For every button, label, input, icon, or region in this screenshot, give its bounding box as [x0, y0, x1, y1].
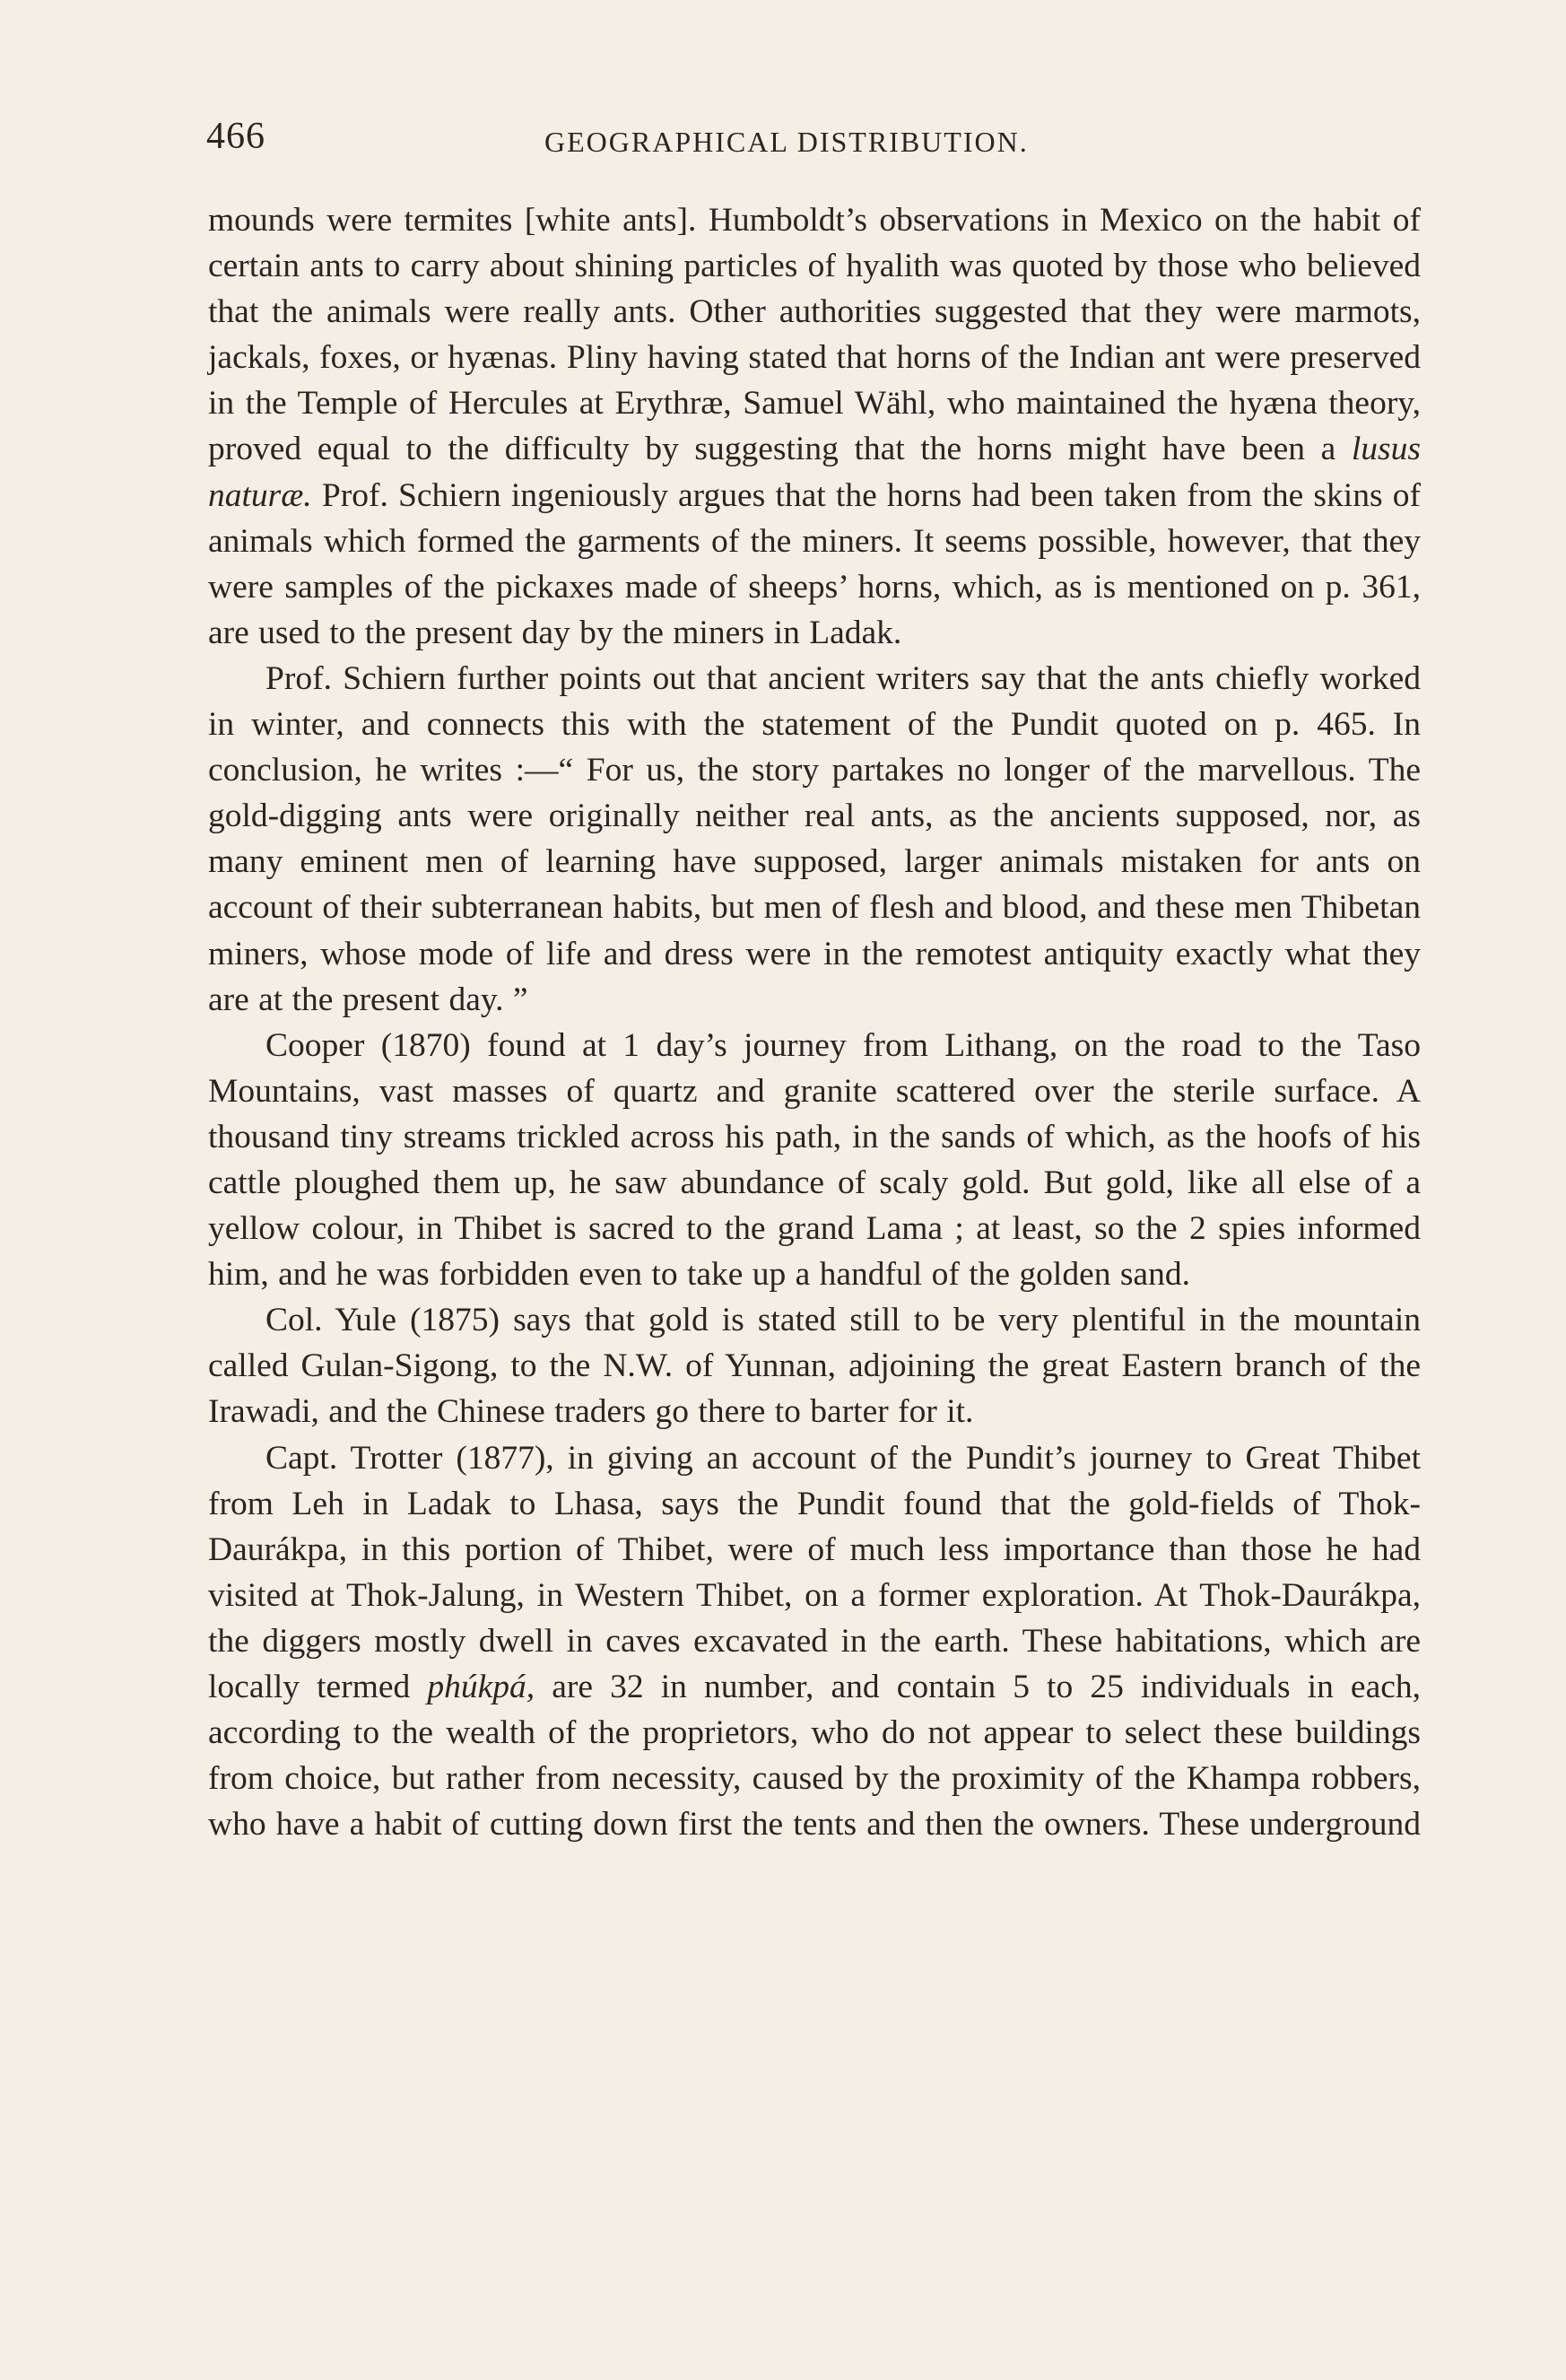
paragraph-trotter — [208, 1435, 1421, 1848]
paragraph-termites — [208, 197, 1421, 656]
italic-phrase: phúkpá, — [427, 1669, 535, 1705]
running-head: GEOGRAPHICAL DISTRIBUTION. — [544, 126, 1029, 158]
paragraph-text: are 32 in number, and contain 5 to 25 individuals in each, according to the wealth of the proprietors, who do not appear to select these buildings from choice, but rather from necessity, caused by the proximity of the Khampa robbers, who have a habit of cutting down first the tents and then the owners. These underground — [208, 1669, 1421, 1844]
paragraph-text: Prof. Schiern ingeniously argues that the horns had been taken from the skins of animals which formed the garments of the miners. It seems possible, however, that they were samples of the pickaxes made of sheeps’ horns, which, as is mentioned on p. 361, are used to the present day by the miners in Ladak. — [208, 476, 1421, 651]
body-text — [208, 197, 1421, 1847]
paragraph-text: Capt. Trotter (1877), in giving an account of the Pundit’s journey to Great Thibet from Leh in Ladak to Lhasa, says the Pundit found that the gold-fields of Thok-Daurákpa, in this portion of Thibet, were of much less importance than those he had visited at Thok-Jalung, in Western Thibet, on a former exploration. At Thok-Daurákpa, the diggers mostly dwell in caves excavated in the earth. These habitations, which are locally termed — [208, 1439, 1421, 1705]
page-number: 466 — [206, 116, 265, 157]
paragraph-text: Cooper (1870) found at 1 day’s journey from Lithang, on the road to the Taso Mountains, vast masses of quartz and granite scattered over the sterile surface. A thousand tiny streams trickled across his path, in the sands of which, as the hoofs of his cattle ploughed them up, he saw abundance of scaly gold. But gold, like all else of a yellow colour, in Thibet is sacred to the grand Lama ; at least, so the 2 spies informed him, and he was forbidden even to take up a handful of the golden sand. — [208, 1026, 1421, 1294]
paragraph-yule — [208, 1297, 1421, 1434]
paragraph-text: Col. Yule (1875) says that gold is stated still to be very plentiful in the mountain called Gulan-Sigong, to the N.W. of Yunnan, adjoining the great Eastern branch of the Irawadi, and the Chinese traders go there to barter for it. — [208, 1302, 1421, 1431]
paragraph-cooper — [208, 1023, 1421, 1298]
italic-phrase: lusus naturæ. — [208, 431, 1421, 514]
paragraph-text: mounds were termites [white ants]. Humboldt’s observations in Mexico on the habit of certain ants to carry about shining particles of hyalith was quoted by those who believed that the animals were really ants. Other authorities suggested that they were marmots, jackals, foxes, or hyænas. Pliny having stated that horns of the Indian ant were preserved in the Temple of Hercules at Erythræ, Samuel Wähl, who maintained the hyæna theory, proved equal to the difficulty by suggesting that the horns might have been a — [208, 202, 1421, 468]
paragraph-text: Prof. Schiern further points out that ancient writers say that the ants chiefly worked in winter, and connects this with the statement of the Pundit quoted on p. 465. In conclusion, he writes :—“ For us, the story partakes no longer of the marvellous. The gold-digging ants were originally neither real ants, as the ancients supposed, nor, as many eminent men of learning have supposed, larger animals mistaken for ants on account of their subterranean habits, but men of flesh and blood, and these men Thibetan miners, whose mode of life and dress were in the remotest antiquity exactly what they are at the present day. ” — [208, 659, 1421, 1018]
paragraph-schiern — [208, 656, 1421, 1023]
